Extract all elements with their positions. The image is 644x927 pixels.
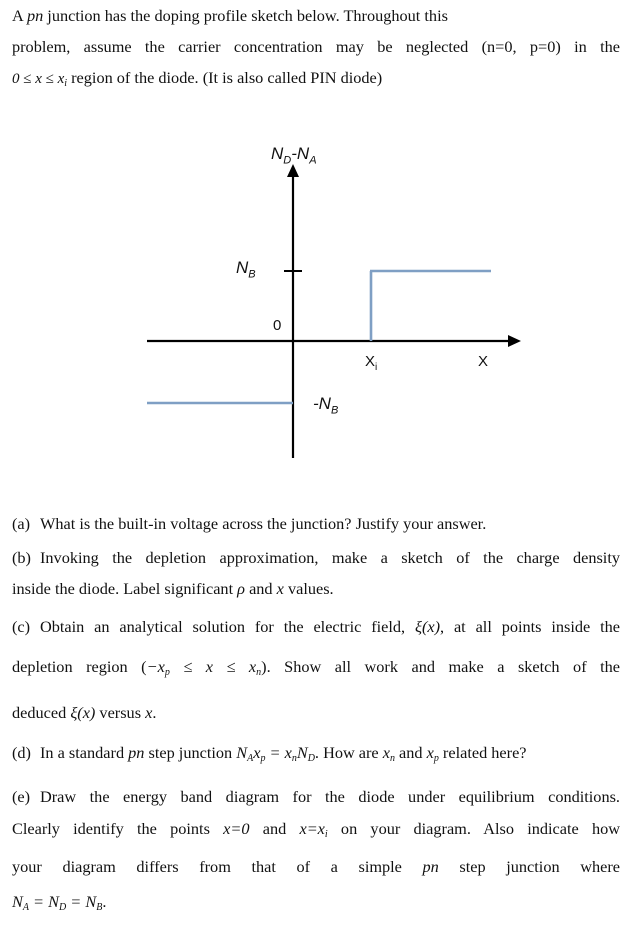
problem-intro xyxy=(12,0,620,99)
y-axis-label: $N_D-N_A$ xyxy=(271,144,317,167)
neg-nb-label: $-N_B$ xyxy=(313,394,339,417)
question-list xyxy=(12,508,620,927)
question-e: (e) Draw the energy band diagram for the diode under equilibrium conditions. Clearly identify the points x=0 and $x=x_i$ on your diagram. Also indicate how your diagram differs from that of a simple pn step junction where $N_A = N_D = N_B$. xyxy=(12,787,620,913)
question-b: (b) Invoking the depletion approximation, make a sketch of the charge density inside the diode. Label significant ρ and x values. xyxy=(12,548,620,598)
x-axis-arrow xyxy=(508,335,521,347)
nb-label: $N_B$ xyxy=(236,258,256,281)
pn-term: pn xyxy=(26,6,44,25)
doping-profile-figure xyxy=(0,140,644,470)
question-c: (c) Obtain an analytical solution for the electric field, ξ(x), at all points inside the depletion region $(-x_p \le x \le x_n)$. Show all work and make a sketch of the deduced ξ(x) versus x. xyxy=(12,617,621,722)
x-label: X xyxy=(478,353,489,370)
doping-profile-plot xyxy=(0,140,644,470)
question-d: (d) In a standard pn step junction $N_Ax_p = x_nN_D$. How are $x_n$ and $x_p$ related here? xyxy=(12,743,527,764)
zero-label: 0 xyxy=(273,317,282,334)
region-inequality: 0 ≤ x ≤ x xyxy=(12,71,65,87)
question-a: (a) What is the built-in voltage across the junction? Justify your answer. xyxy=(12,514,487,533)
intro-line-2: problem, assume the carrier concentration may be neglected (n=0, p=0) in the xyxy=(12,37,620,56)
intro-line-1: A pn junction has the doping profile sketch below. Throughout this xyxy=(12,6,448,25)
intro-line-3: $0 \le x \le x_i$ region of the diode. (It is also called PIN diode) xyxy=(12,68,383,89)
xi-label: $X_i$ xyxy=(365,353,378,373)
